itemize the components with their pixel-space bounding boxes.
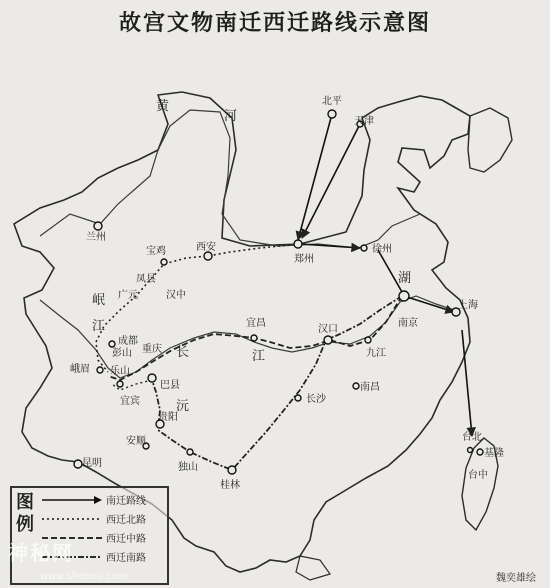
jilong-marker [477,449,483,455]
label-min2: 沅 [176,399,190,414]
south-route [298,114,472,436]
legend-label-south: 南迁路线 [106,496,146,507]
watermark: 神秘网 [8,541,74,565]
yichang-marker [251,335,257,341]
label-lanzhou: 兰州 [86,232,106,243]
legend-swatch-dotted [42,514,102,524]
label-beiping: 北平 [322,96,342,107]
peninsula-outline [468,108,512,172]
label-baoji: 宝鸡 [146,246,166,257]
hankou-marker [324,336,332,344]
label-tianjin: 天津 [354,116,374,127]
label-huanghe-1: 黄 [156,99,170,114]
nanchang-marker [353,383,359,389]
label-jiang: 江 [92,319,106,334]
label-min: 岷 [92,293,106,308]
label-guangyuan: 广元 [118,290,138,301]
label-fengxian: 凤县 [136,274,156,285]
map-title: 故宫文物南迁西迁路线示意图 [118,10,431,36]
label-yibin: 宜宾 [120,396,140,407]
xian-marker [204,252,212,260]
label-changjiang-1: 长 [176,345,190,360]
label-chengdu: 成都 [118,336,138,347]
legend-item-south [42,492,146,507]
label-huanghe-2: 河 [224,109,238,124]
changsha-marker [295,395,301,401]
baoji-marker [161,259,167,265]
lanzhou-marker [94,222,102,230]
label-shanghai: 上海 [458,300,478,311]
label-emei: 峨眉 [70,364,90,375]
label-changjiang-2: 江 [252,349,266,364]
label-yichang: 宜昌 [246,318,266,329]
label-taibei: 台北 [462,432,482,443]
beiping-marker [328,110,336,118]
guilin-marker [228,466,236,474]
label-hankou: 汉口 [318,324,338,335]
label-kunming: 昆明 [82,458,102,469]
coast-islands [296,556,330,580]
label-baxian: 巴县 [160,380,180,391]
watermark-url: www.shenmi.com [40,571,128,582]
kunming-marker [74,460,82,468]
city-labels [70,95,504,491]
label-hu: 湖 [398,271,412,286]
legend-label-west-south: 西迁南路 [106,553,146,564]
geo-labels [92,99,411,414]
label-hanzhong: 汉中 [166,290,186,301]
chengdu-marker [109,341,115,347]
label-zhengzhou: 郑州 [294,254,314,265]
xuzhou-marker [361,245,367,251]
legend-item-west-north [42,511,146,526]
legend-label-west-north: 西迁北路 [106,515,146,526]
jiujiang-marker [365,337,371,343]
zhengzhou-marker [294,240,302,248]
label-nanchang: 南昌 [360,382,380,393]
label-xian: 西安 [196,242,216,253]
label-xuzhou: 徐州 [372,244,392,255]
legend-title: 图例 [16,492,34,535]
dushan-marker [187,449,193,455]
label-anshun: 安顺 [126,436,146,447]
legend-swatch-solid-arrow [42,495,102,505]
label-jilong: 基隆 [484,448,504,459]
label-pengshan: 彭山 [112,348,132,359]
yibin-marker [117,381,123,387]
label-taizhong: 台中 [468,470,488,481]
taibei-marker [468,448,473,453]
label-nanjing: 南京 [398,318,418,329]
author-credit: 魏奕雄绘 [496,573,536,584]
label-guilin: 桂林 [220,480,240,491]
label-jiujiang: 九江 [366,348,386,359]
label-changsha: 长沙 [306,394,326,405]
label-guiyang: 贵阳 [158,412,178,423]
nanjing-marker [399,291,409,301]
legend-label-west-middle: 西迁中路 [106,534,146,545]
leshan-marker [97,367,103,373]
chongqing-marker [148,374,156,382]
label-leshan: 乐山 [110,366,130,377]
label-dushan: 独山 [178,462,198,473]
label-chongqing: 重庆 [142,344,162,355]
